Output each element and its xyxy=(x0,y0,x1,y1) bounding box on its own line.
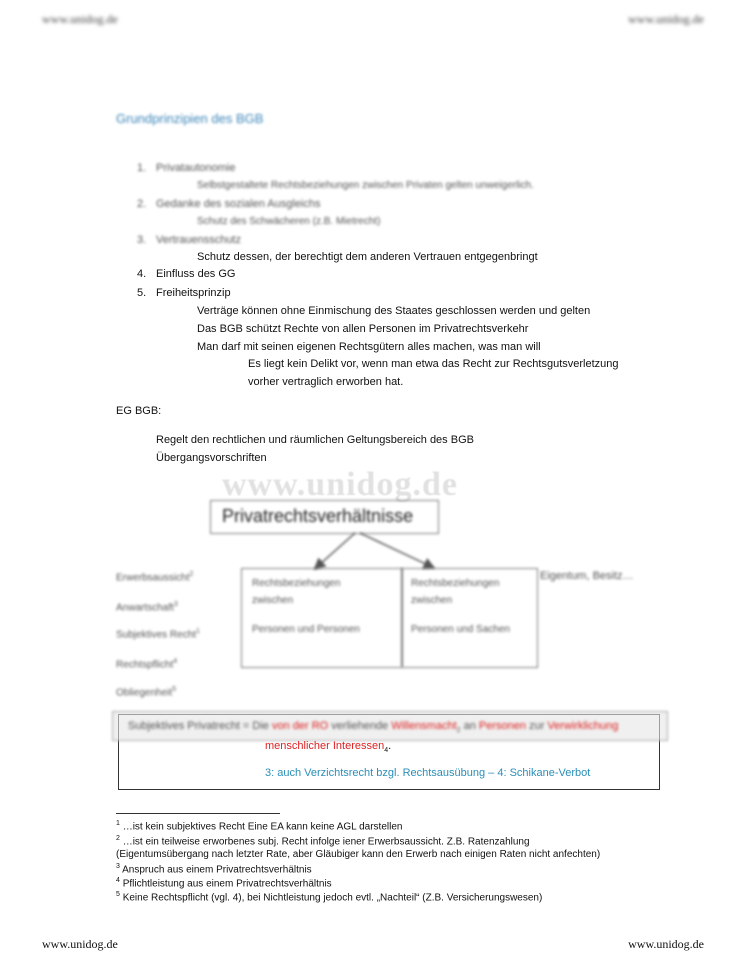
egbgb-line-1: Regelt den rechtlichen und räumlichen Geltungsbereich des BGB xyxy=(156,434,474,446)
right-box-line-3: Personen und Sachen xyxy=(411,624,510,635)
list-number-1: 1. xyxy=(137,162,147,174)
egbgb-heading: EG BGB: xyxy=(116,405,162,417)
list-number-4: 4. xyxy=(137,268,147,280)
list-detail-2: Schutz des Schwächeren (z.B. Mietrecht) xyxy=(197,216,381,227)
list-sub-5b: vorher vertraglich erworben hat. xyxy=(248,376,404,388)
list-detail-1: Selbstgestaltete Rechtsbeziehungen zwischen Privaten gelten unweigerlich. xyxy=(197,180,534,191)
list-number-2: 2. xyxy=(137,198,147,210)
left-box-line-1: Rechtsbeziehungen xyxy=(252,578,341,589)
diagram-divider xyxy=(401,568,403,667)
definition-line-1: Subjektives Privatrecht = Die von der RO verliehende Willensmacht$_2$ an Personen zur Verwirklichung xyxy=(128,720,619,735)
definition-line-2: menschlicher Interessen$_4$. xyxy=(265,740,392,755)
footnote-separator xyxy=(116,813,280,814)
list-label-4: Einfluss des GG xyxy=(156,268,236,280)
list-label-5: Freiheitsprinzip xyxy=(156,287,231,299)
list-sub-5a: Es liegt kein Delikt vor, wenn man etwa das Recht zur Rechtsgutsverletzung xyxy=(248,358,619,370)
left-box-line-2: zwischen xyxy=(252,595,294,606)
side-item-5: Obliegenheit$^5$ xyxy=(116,686,177,699)
side-item-3: Subjektives Recht$^1$ xyxy=(116,628,200,641)
header-url-left: www.unidog.de xyxy=(42,12,118,26)
watermark: www.unidog.de xyxy=(222,466,458,503)
page-title: Grundprinzipien des BGB xyxy=(116,111,264,126)
left-box-line-3: Personen und Personen xyxy=(252,624,360,635)
right-box-line-2: zwischen xyxy=(411,595,453,606)
list-detail-5c: Man darf mit seinen eigenen Rechtsgütern alles machen, was man will xyxy=(197,341,541,353)
list-detail-5a: Verträge können ohne Einmischung des Staates geschlossen werden und gelten xyxy=(197,305,591,317)
list-detail-5b: Das BGB schützt Rechte von allen Personen im Privatrechtsverkehr xyxy=(197,323,529,335)
list-number-3: 3. xyxy=(137,234,147,246)
diagram-right-label: Eigentum, Besitz… xyxy=(540,570,634,582)
list-label-2: Gedanke des sozialen Ausgleichs xyxy=(156,198,321,210)
right-box-line-1: Rechtsbeziehungen xyxy=(411,578,500,589)
list-label-1: Privatautonomie xyxy=(156,162,236,174)
footnote-5: $^5$ Keine Rechtspflicht (vgl. 4), bei Nichtleistung jedoch evtl. „Nachteil“ (Z.B. Versicherungswesen) xyxy=(116,891,543,904)
header-url-right: www.unidog.de xyxy=(628,12,704,26)
side-item-4: Rechtspflicht$^4$ xyxy=(116,658,178,671)
list-number-5: 5. xyxy=(137,287,147,299)
side-item-2: Anwartschaft$^3$ xyxy=(116,601,178,614)
footer-url-left: www.unidog.de xyxy=(42,937,118,951)
footnote-2-cont: (Eigentumsübergang nach letzter Rate, aber Gläubiger kann den Erwerb nach einigen Raten nicht anfechten) xyxy=(116,849,601,860)
footnote-4: $^4$ Pflichtleistung aus einem Privatrechtsverhältnis xyxy=(116,877,332,890)
side-item-1: Erwerbsaussicht$^2$ xyxy=(116,571,194,584)
list-detail-3: Schutz dessen, der berechtigt dem anderen Vertrauen entgegenbringt xyxy=(197,251,538,263)
footer-url-right: www.unidog.de xyxy=(628,937,704,951)
footnote-3: $^3$ Anspruch aus einem Privatrechtsverhältnis xyxy=(116,863,312,876)
egbgb-line-2: Übergangsvorschriften xyxy=(156,452,267,464)
footnote-1: $^1$ …ist kein subjektives Recht Eine EA kann keine AGL darstellen xyxy=(116,820,403,833)
list-label-3: Vertrauensschutz xyxy=(156,234,241,246)
footnote-2: $^2$ …ist ein teilweise erworbenes subj. Recht infolge iener Erwerbsaussicht. Z.B. Ratenzahlung xyxy=(116,835,530,848)
definition-line-3: 3: auch Verzichtsrecht bzgl. Rechtsausübung – 4: Schikane-Verbot xyxy=(265,767,591,779)
diagram-title: Privatrechtsverhältnisse xyxy=(222,506,414,526)
